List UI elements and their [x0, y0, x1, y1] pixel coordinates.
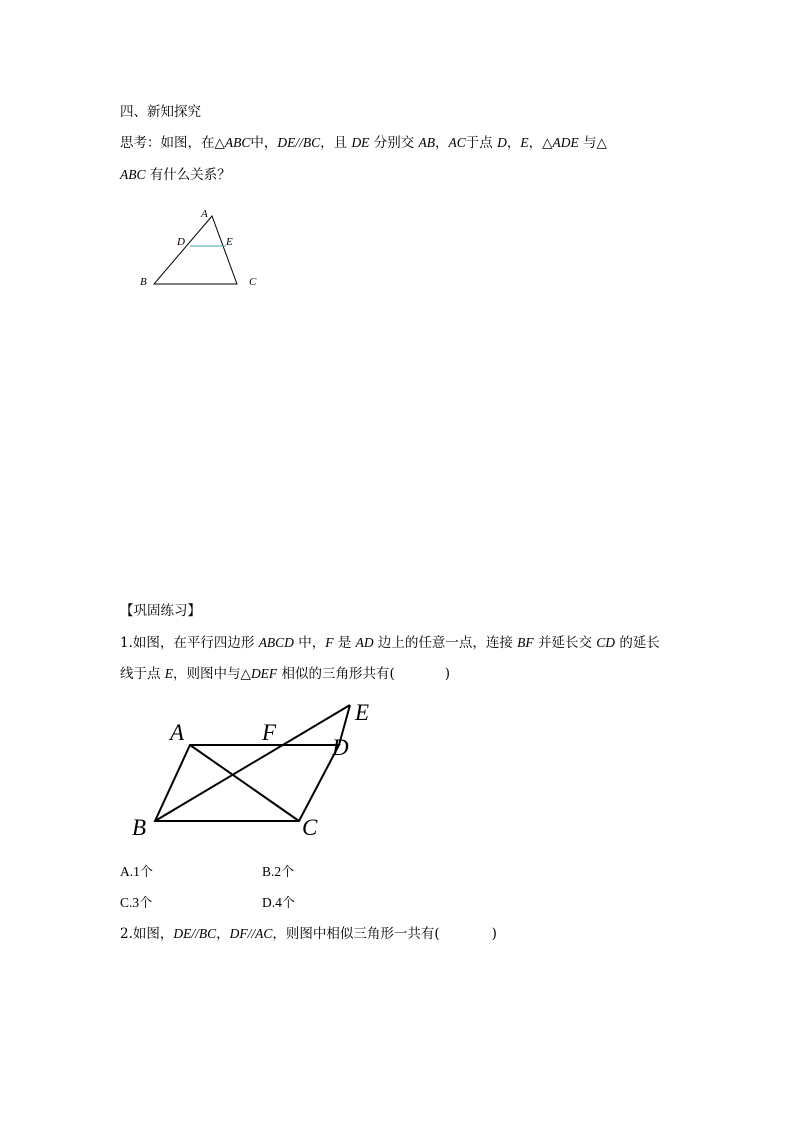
comma: ，: [435, 135, 449, 151]
label-f: F: [262, 720, 277, 745]
text: 思考：如图，在: [120, 135, 215, 151]
option-c-number: 3: [132, 895, 140, 910]
label-c: C: [249, 276, 257, 288]
text: 的延长: [619, 635, 660, 651]
comma: ，: [528, 135, 543, 151]
text: 线于点: [120, 666, 161, 682]
math-de: DE: [351, 135, 370, 150]
option-b-unit: 个: [281, 865, 295, 880]
math-df-parallel-ac: DF//AC: [229, 926, 273, 941]
section-title: 四、新知探究: [120, 104, 201, 120]
triangle-figure: [130, 200, 270, 295]
text: 有什么关系？: [149, 167, 231, 183]
line-be: [155, 705, 350, 821]
comma: ，: [216, 926, 230, 942]
text: 相似的三角形共有(: [281, 666, 395, 682]
option-a: [120, 863, 153, 882]
text: ，且: [320, 135, 348, 151]
option-d: [262, 894, 295, 913]
math-d: D: [497, 135, 507, 150]
math-def: DEF: [250, 666, 278, 681]
text: ): [444, 666, 451, 682]
option-b: [262, 863, 294, 882]
option-a-unit: 个: [139, 865, 153, 880]
math-e: E: [164, 666, 174, 681]
math-de-parallel-bc: DE//BC: [173, 926, 217, 941]
text: 1.如图，在平行四边形: [120, 635, 255, 651]
text: ，则图中与: [173, 666, 241, 682]
option-b-prefix: B.: [262, 864, 275, 879]
parallelogram-abcd: [155, 745, 339, 821]
label-d: D: [177, 236, 185, 248]
practice-title: 【巩固练习】: [120, 603, 201, 619]
option-d-prefix: D.: [262, 895, 276, 910]
text: 并延长交: [537, 635, 592, 651]
math-de-parallel-bc: DE//BC: [277, 135, 321, 150]
option-d-number: 4: [275, 895, 282, 910]
text: ): [491, 926, 497, 942]
diagonal-ac: [190, 745, 299, 821]
text: 中，: [250, 135, 278, 151]
option-c: [120, 894, 152, 913]
label-c: C: [302, 815, 318, 840]
math-abc: ABC: [224, 135, 251, 150]
math-ad: AD: [355, 635, 374, 650]
text: ，则图中相似三角形一共有(: [272, 926, 440, 942]
math-ac: AC: [448, 135, 466, 150]
text: 与△: [583, 135, 607, 151]
option-b-number: 2: [274, 864, 282, 879]
comma: ，: [506, 135, 521, 151]
option-c-unit: 个: [139, 896, 153, 911]
label-e: E: [355, 700, 370, 725]
q1-line-1: [120, 634, 660, 652]
parallelogram-figure: [125, 695, 390, 845]
math-abc: ABC: [120, 167, 146, 182]
math-ade: ADE: [552, 135, 579, 150]
q1-line-2: [120, 665, 450, 683]
option-d-unit: 个: [281, 896, 295, 911]
option-a-prefix: A.: [120, 864, 134, 879]
math-bf: BF: [517, 635, 534, 650]
text: 是: [337, 635, 352, 651]
label-b: B: [140, 276, 147, 288]
think-question-line-1: [120, 134, 607, 152]
text: 2.如图，: [120, 926, 174, 942]
option-a-number: 1: [133, 864, 140, 879]
think-question-line-2: [120, 166, 231, 184]
text: 边上的任意一点，连接: [377, 635, 513, 651]
math-cd: CD: [596, 635, 616, 650]
label-e: E: [226, 236, 233, 248]
triangle-abc: [154, 216, 237, 284]
label-a: A: [201, 208, 208, 220]
triangle-symbol: △: [542, 135, 553, 151]
label-d: D: [332, 735, 349, 760]
label-a: A: [170, 720, 185, 745]
triangle-symbol: △: [214, 135, 225, 151]
text: 于点: [465, 135, 493, 151]
text: 中，: [298, 635, 326, 651]
triangle-symbol: △: [240, 666, 251, 682]
option-c-prefix: C.: [120, 895, 133, 910]
math-f: F: [325, 635, 334, 650]
text: 分别交: [373, 135, 415, 151]
math-abcd: ABCD: [258, 635, 294, 650]
q2-line: [120, 925, 497, 943]
math-ab: AB: [418, 135, 436, 150]
math-e: E: [520, 135, 529, 150]
label-b: B: [132, 815, 147, 840]
